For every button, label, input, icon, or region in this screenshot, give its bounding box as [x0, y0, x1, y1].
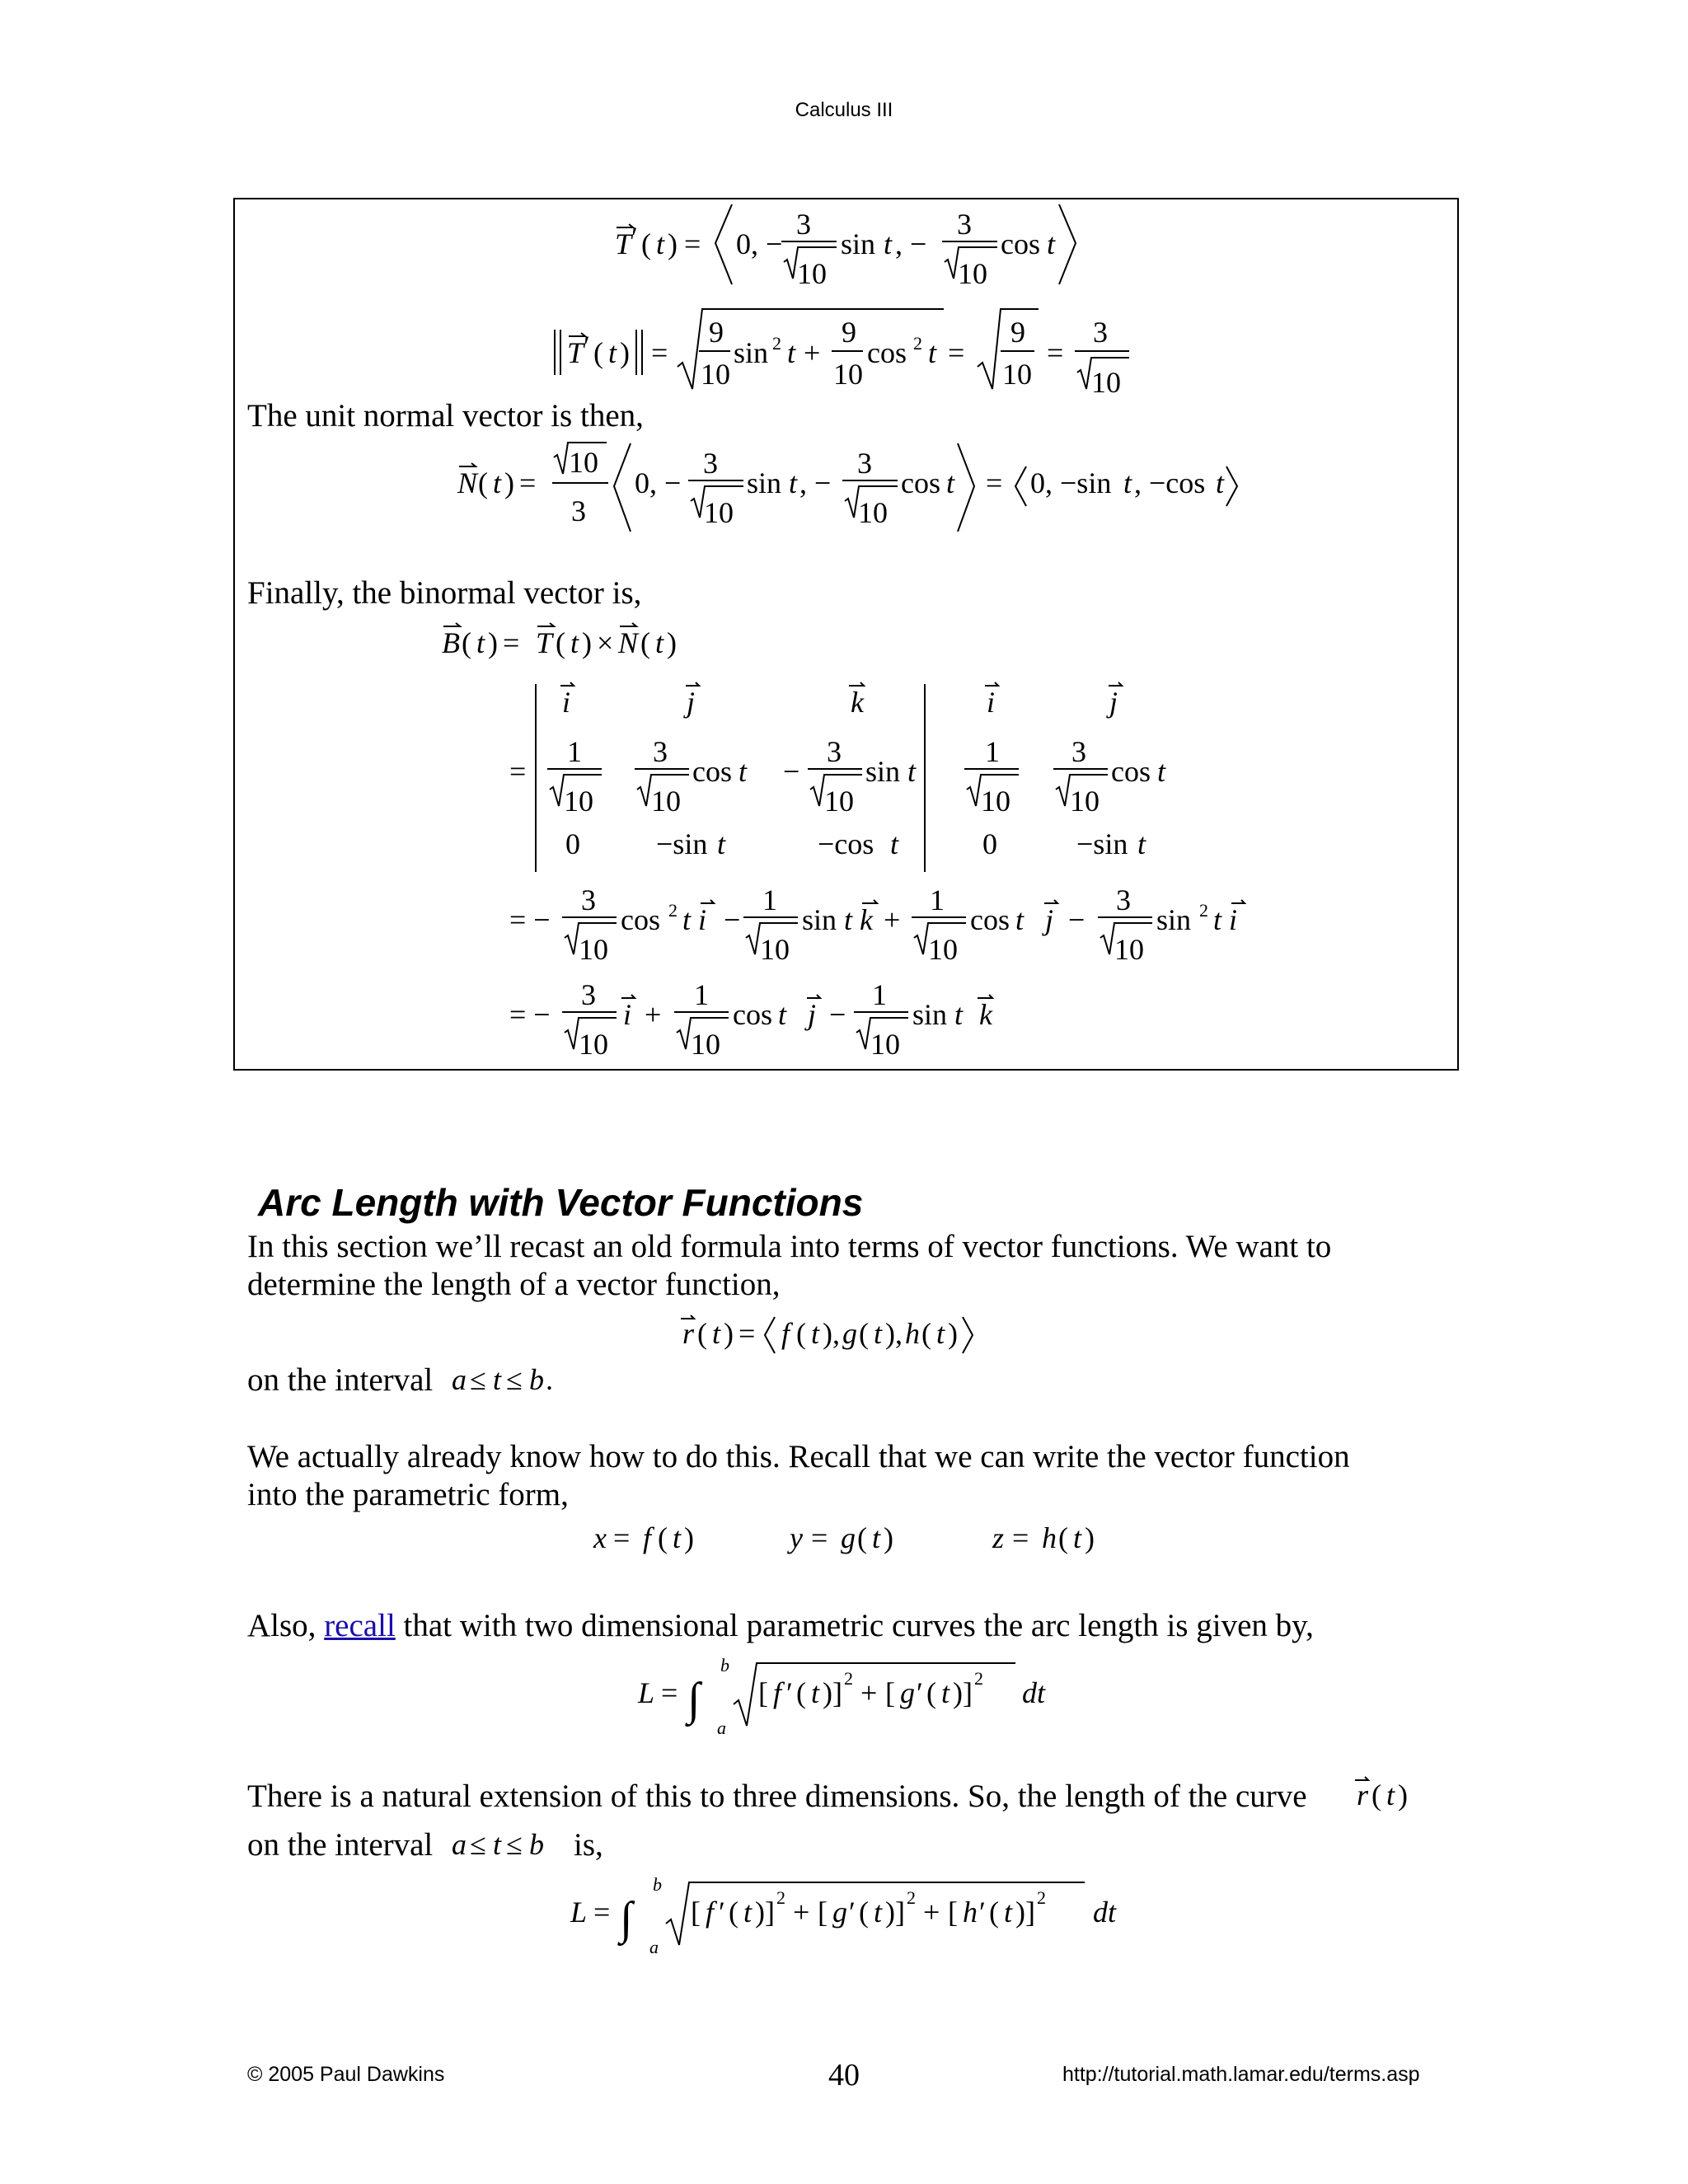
- svg-text:′: ′: [917, 1676, 923, 1709]
- svg-text:sin: sin: [865, 755, 901, 788]
- svg-text:r: r: [1357, 1779, 1369, 1811]
- svg-text:sin: sin: [747, 466, 782, 499]
- section-title: Arc Length with Vector Functions: [258, 1181, 864, 1224]
- svg-text:i: i: [562, 686, 571, 719]
- svg-text:): ): [884, 1521, 893, 1554]
- svg-text:+: +: [645, 998, 662, 1031]
- svg-text:T: T: [615, 227, 632, 260]
- svg-text:10: 10: [1002, 358, 1032, 391]
- svg-text:t: t: [789, 466, 798, 499]
- svg-text:=: =: [684, 227, 701, 260]
- svg-text:(: (: [697, 1317, 707, 1350]
- svg-text:+: +: [860, 1676, 878, 1709]
- svg-text:1: 1: [694, 978, 709, 1011]
- svg-text:=: =: [651, 336, 668, 369]
- svg-text:−sin: −sin: [1076, 827, 1128, 860]
- para3-prefix: Also,: [247, 1608, 316, 1643]
- svg-text:t: t: [738, 755, 748, 788]
- svg-text:0, −: 0, −: [736, 227, 783, 260]
- svg-text:t: t: [493, 466, 502, 499]
- svg-text:9: 9: [842, 316, 856, 349]
- svg-text:10: 10: [760, 933, 790, 966]
- svg-text:[: [: [691, 1896, 701, 1929]
- svg-text:1: 1: [930, 883, 945, 916]
- svg-text:2: 2: [772, 333, 781, 354]
- svg-text:3: 3: [581, 883, 596, 916]
- svg-text:): ): [724, 1317, 734, 1350]
- svg-text:10: 10: [797, 257, 827, 290]
- svg-text:=: =: [738, 1317, 756, 1350]
- equation-N: [457, 443, 1237, 532]
- svg-text:t: t: [872, 1521, 881, 1554]
- svg-text:, −: , −: [799, 466, 832, 499]
- svg-text:]: ]: [895, 1896, 905, 1929]
- svg-text:t i: t i: [682, 903, 707, 936]
- svg-text:′: ′: [849, 1896, 856, 1929]
- svg-text:3: 3: [857, 447, 872, 480]
- svg-text:(: (: [859, 1896, 869, 1929]
- svg-text:(: (: [921, 1317, 931, 1350]
- svg-text:10: 10: [579, 933, 608, 966]
- svg-text:2: 2: [913, 333, 922, 354]
- svg-text:=: =: [948, 336, 965, 369]
- svg-text:t: t: [778, 998, 787, 1031]
- svg-text:=: =: [593, 1896, 611, 1929]
- svg-text:(: (: [640, 626, 650, 659]
- svg-text:=: =: [986, 466, 1003, 499]
- page-header-title: Calculus III: [795, 99, 893, 121]
- svg-text:cos: cos: [621, 903, 660, 936]
- svg-text:3: 3: [571, 494, 586, 527]
- svg-text:10: 10: [958, 257, 987, 290]
- svg-text:[: [: [885, 1676, 895, 1709]
- svg-text:t: t: [493, 1363, 502, 1396]
- equation-B-definition: [442, 623, 677, 659]
- svg-text:=: =: [519, 466, 537, 499]
- svg-text:1: 1: [567, 735, 582, 768]
- para3-suffix: that with two dimensional parametric curves the arc length is given by,: [403, 1608, 1314, 1643]
- svg-text:(: (: [796, 1676, 806, 1709]
- svg-text:10: 10: [928, 933, 958, 966]
- svg-text:[: [: [758, 1676, 768, 1709]
- svg-text:): ): [755, 1896, 765, 1929]
- svg-text:10: 10: [981, 785, 1010, 818]
- svg-text:.: .: [546, 1363, 553, 1396]
- svg-text:3: 3: [827, 735, 842, 768]
- svg-text:y: y: [790, 1521, 803, 1554]
- equation-determinant-expansion: [509, 883, 1245, 966]
- para1-line2: determine the length of a vector function,: [247, 1267, 781, 1302]
- svg-text:t: t: [874, 1317, 883, 1350]
- svg-text:3: 3: [957, 208, 972, 241]
- svg-text:]: ]: [1025, 1896, 1035, 1929]
- svg-text:10: 10: [858, 496, 888, 529]
- footer-copyright: © 2005 Paul Dawkins: [247, 2063, 445, 2086]
- svg-text:r: r: [682, 1317, 695, 1350]
- svg-text:t: t: [936, 1317, 945, 1350]
- equation-parametric-form: [593, 1521, 1095, 1554]
- svg-text:=: =: [661, 1676, 678, 1709]
- svg-text:(: (: [926, 1676, 936, 1709]
- equation-T-prime: [615, 204, 1076, 290]
- svg-text:10: 10: [579, 1028, 608, 1061]
- equation-determinant: [509, 682, 1166, 872]
- svg-text:2: 2: [907, 1887, 916, 1908]
- svg-text:b: b: [529, 1828, 544, 1861]
- svg-text:a: a: [452, 1828, 467, 1861]
- svg-text:10: 10: [824, 785, 854, 818]
- svg-text:t: t: [656, 227, 665, 260]
- svg-text:a: a: [452, 1363, 467, 1396]
- svg-text:10: 10: [1091, 366, 1121, 399]
- svg-text:t: t: [712, 1317, 721, 1350]
- svg-text:(: (: [478, 466, 488, 499]
- svg-text:(: (: [989, 1896, 999, 1929]
- svg-text:t: t: [570, 626, 579, 659]
- svg-text:j: j: [687, 686, 696, 719]
- svg-text:−: −: [1068, 903, 1085, 936]
- svg-text:10: 10: [651, 785, 681, 818]
- svg-text:(: (: [796, 1317, 806, 1350]
- svg-text:): ): [823, 1676, 832, 1709]
- svg-text:, −: , −: [895, 227, 927, 260]
- svg-text:t: t: [928, 336, 937, 369]
- svg-text:t: t: [743, 1896, 753, 1929]
- svg-text:L: L: [638, 1676, 655, 1709]
- svg-text:]: ]: [765, 1896, 775, 1929]
- svg-text:f: f: [781, 1317, 790, 1350]
- svg-text:3: 3: [1071, 735, 1086, 768]
- svg-text:, −cos: , −cos: [1134, 466, 1206, 499]
- equation-r-inline: [1355, 1777, 1408, 1811]
- para1-line1: In this section we’ll recast an old formula into terms of vector functions. We want to: [247, 1229, 1332, 1264]
- svg-text:2: 2: [776, 1887, 785, 1908]
- interval-prefix: on the interval: [247, 1362, 434, 1398]
- svg-text:T: T: [536, 626, 553, 659]
- svg-text:(: (: [1058, 1521, 1068, 1554]
- svg-text:t: t: [787, 336, 796, 369]
- svg-text:t: t: [946, 466, 955, 499]
- svg-text:t: t: [1216, 466, 1225, 499]
- svg-text:t: t: [954, 998, 964, 1031]
- svg-text:∫: ∫: [687, 1674, 701, 1725]
- svg-text:sin: sin: [802, 903, 837, 936]
- svg-text:]: ]: [963, 1676, 973, 1709]
- svg-text:): ): [885, 1896, 895, 1929]
- svg-text:B: B: [442, 626, 460, 659]
- svg-text:cos: cos: [1001, 227, 1040, 260]
- svg-text:10: 10: [691, 1028, 720, 1061]
- svg-text:a: a: [717, 1718, 726, 1738]
- svg-text:t k: t k: [844, 903, 873, 936]
- svg-text:=: =: [1047, 336, 1064, 369]
- svg-text:cos: cos: [692, 755, 732, 788]
- svg-text:t: t: [655, 626, 664, 659]
- svg-text:j: j: [1045, 903, 1054, 936]
- svg-text:h: h: [963, 1896, 978, 1929]
- svg-text:×: ×: [597, 626, 614, 659]
- svg-text:t: t: [608, 336, 617, 369]
- svg-text:−cos: −cos: [818, 827, 874, 860]
- svg-text:t: t: [1386, 1779, 1395, 1811]
- svg-text:g: g: [900, 1676, 915, 1709]
- recall-link[interactable]: recall: [324, 1608, 396, 1643]
- svg-text:=: =: [509, 755, 527, 788]
- svg-text:10: 10: [701, 358, 730, 391]
- svg-text:1: 1: [985, 735, 1000, 768]
- svg-text:=: =: [613, 1521, 631, 1554]
- svg-text:t: t: [673, 1521, 682, 1554]
- svg-text:),: ),: [823, 1317, 840, 1350]
- svg-text:10: 10: [1070, 785, 1100, 818]
- svg-text:t: t: [890, 827, 899, 860]
- svg-text:cos: cos: [733, 998, 772, 1031]
- svg-text:cos: cos: [867, 336, 907, 369]
- svg-text:3: 3: [653, 735, 668, 768]
- svg-text:t: t: [493, 1828, 502, 1861]
- binormal-intro: Finally, the binormal vector is,: [247, 575, 642, 611]
- svg-text:): ): [668, 227, 678, 260]
- svg-text:g: g: [842, 1317, 857, 1350]
- svg-text:): ): [488, 626, 498, 659]
- svg-text:t: t: [1047, 227, 1056, 260]
- svg-text:+: +: [923, 1896, 940, 1929]
- svg-text:0: 0: [982, 827, 997, 860]
- svg-text:= −: = −: [509, 903, 551, 936]
- svg-text:≤: ≤: [506, 1363, 523, 1396]
- svg-text:∫: ∫: [620, 1893, 633, 1944]
- svg-text:3: 3: [1116, 883, 1131, 916]
- svg-text:2: 2: [1199, 900, 1208, 921]
- svg-text:sin: sin: [841, 227, 876, 260]
- svg-text:g: g: [832, 1896, 847, 1929]
- svg-text:f: f: [773, 1676, 782, 1709]
- unit-normal-intro: The unit normal vector is then,: [247, 398, 644, 434]
- svg-text:′: ′: [786, 1676, 793, 1709]
- svg-text:+: +: [884, 903, 901, 936]
- para4-line2-prefix: on the interval: [247, 1827, 434, 1863]
- svg-text:(: (: [859, 1317, 869, 1350]
- svg-text:−: −: [783, 755, 800, 788]
- svg-text:L: L: [570, 1896, 588, 1929]
- equation-T-prime-norm: [555, 309, 1129, 399]
- svg-text:−: −: [829, 998, 846, 1031]
- svg-text:sin: sin: [912, 998, 948, 1031]
- svg-text:t: t: [476, 626, 485, 659]
- svg-text:2: 2: [1037, 1887, 1046, 1908]
- svg-text:=: =: [811, 1521, 828, 1554]
- svg-text:≤: ≤: [470, 1363, 486, 1396]
- svg-text:): ): [1085, 1521, 1095, 1554]
- svg-text:): ): [667, 626, 677, 659]
- svg-text:j: j: [1109, 686, 1118, 719]
- svg-text:t: t: [1157, 755, 1166, 788]
- svg-text:b: b: [720, 1655, 729, 1675]
- svg-text:t: t: [1123, 466, 1132, 499]
- svg-text:g: g: [841, 1521, 856, 1554]
- svg-text:]: ]: [832, 1676, 842, 1709]
- svg-text:9: 9: [709, 316, 724, 349]
- svg-text:N: N: [457, 466, 478, 499]
- svg-text:+: +: [804, 336, 821, 369]
- svg-text:(: (: [462, 626, 471, 659]
- svg-text:≤: ≤: [470, 1828, 486, 1861]
- svg-text:[: [: [948, 1896, 958, 1929]
- equation-interval-inline-2: [452, 1828, 544, 1861]
- equation-interval-inline: [452, 1363, 553, 1396]
- equation-r-vector-function: [681, 1315, 973, 1353]
- svg-text:′: ′: [719, 1896, 725, 1929]
- svg-text:(: (: [593, 336, 603, 369]
- svg-text:i: i: [987, 686, 996, 719]
- svg-text:0, −sin: 0, −sin: [1030, 466, 1112, 499]
- svg-text:),: ),: [885, 1317, 903, 1350]
- svg-text:=: =: [1012, 1521, 1029, 1554]
- svg-text:t: t: [1137, 827, 1146, 860]
- svg-text:): ): [504, 466, 514, 499]
- svg-text:= −: = −: [509, 998, 551, 1031]
- svg-text:2: 2: [668, 900, 678, 921]
- footer-url: http://tutorial.math.lamar.edu/terms.asp: [1062, 2063, 1420, 2086]
- svg-text:): ): [582, 626, 592, 659]
- svg-text:): ): [948, 1317, 958, 1350]
- svg-text:N: N: [618, 626, 639, 659]
- svg-text:t: t: [1004, 1896, 1013, 1929]
- svg-text:+: +: [793, 1896, 810, 1929]
- svg-text:j: j: [808, 998, 817, 1031]
- svg-text:t: t: [811, 1676, 820, 1709]
- svg-text:10: 10: [1114, 933, 1144, 966]
- svg-text:x: x: [593, 1521, 607, 1554]
- svg-text:a: a: [649, 1937, 659, 1957]
- equation-B-result: [509, 978, 993, 1061]
- para2-line1: We actually already know how to do this. Recall that we can write the vector function: [247, 1439, 1350, 1474]
- svg-text:t: t: [1015, 903, 1025, 936]
- svg-text:′: ′: [979, 1896, 986, 1929]
- svg-text:t: t: [874, 1896, 883, 1929]
- para4-line1: There is a natural extension of this to three dimensions. So, the length of the curve: [247, 1779, 1307, 1814]
- svg-text:): ): [1398, 1779, 1408, 1811]
- svg-text:(: (: [1372, 1779, 1381, 1811]
- svg-text:10: 10: [833, 358, 863, 391]
- svg-text:10: 10: [564, 785, 593, 818]
- para4-line2-suffix: is,: [574, 1827, 603, 1863]
- svg-text:(: (: [658, 1521, 668, 1554]
- para2-line2: into the parametric form,: [247, 1477, 569, 1512]
- svg-text:h: h: [905, 1317, 920, 1350]
- svg-text:0: 0: [565, 827, 580, 860]
- svg-text:t: t: [717, 827, 726, 860]
- svg-text:3: 3: [581, 978, 596, 1011]
- svg-text:t i: t i: [1213, 903, 1238, 936]
- svg-text:t: t: [1073, 1521, 1082, 1554]
- svg-text:i: i: [623, 998, 632, 1031]
- svg-text:b: b: [529, 1363, 544, 1396]
- svg-text:(: (: [641, 227, 651, 260]
- svg-text:1: 1: [872, 978, 887, 1011]
- svg-text:0, −: 0, −: [635, 466, 682, 499]
- svg-text:2: 2: [844, 1668, 853, 1689]
- svg-text:): ): [684, 1521, 694, 1554]
- svg-text:′: ′: [631, 221, 638, 254]
- svg-text:cos: cos: [970, 903, 1010, 936]
- svg-text:3: 3: [1093, 316, 1108, 349]
- svg-text:10: 10: [870, 1028, 900, 1061]
- svg-text:b: b: [653, 1874, 662, 1895]
- svg-text:): ): [953, 1676, 963, 1709]
- svg-text:t: t: [907, 755, 917, 788]
- svg-text:t: t: [884, 227, 893, 260]
- svg-text:3: 3: [703, 447, 718, 480]
- svg-text:′: ′: [584, 330, 590, 363]
- svg-text:k: k: [979, 998, 992, 1031]
- svg-text:(: (: [729, 1896, 738, 1929]
- svg-text:sin: sin: [734, 336, 769, 369]
- svg-text:t: t: [811, 1317, 820, 1350]
- svg-text:dt: dt: [1093, 1896, 1117, 1929]
- svg-text:10: 10: [704, 496, 734, 529]
- svg-text:≤: ≤: [506, 1828, 523, 1861]
- svg-text:2: 2: [974, 1668, 983, 1689]
- svg-text:[: [: [818, 1896, 828, 1929]
- svg-text:−: −: [724, 903, 741, 936]
- svg-text:t: t: [941, 1676, 950, 1709]
- svg-text:): ): [1015, 1896, 1025, 1929]
- svg-text:3: 3: [796, 208, 811, 241]
- svg-text:f: f: [706, 1896, 715, 1929]
- footer-page-number: 40: [828, 2058, 860, 2093]
- equation-arc-length-2d: [637, 1655, 1046, 1738]
- svg-text:(: (: [556, 626, 565, 659]
- svg-text:(: (: [857, 1521, 867, 1554]
- svg-text:z: z: [992, 1521, 1005, 1554]
- svg-text:T: T: [567, 336, 584, 369]
- svg-text:9: 9: [1010, 316, 1025, 349]
- svg-text:f: f: [643, 1521, 652, 1554]
- svg-text:k: k: [851, 686, 864, 719]
- svg-text:10: 10: [569, 446, 598, 479]
- svg-text:=: =: [503, 626, 520, 659]
- svg-text:h: h: [1042, 1521, 1057, 1554]
- svg-text:sin: sin: [1156, 903, 1192, 936]
- svg-text:dt: dt: [1022, 1676, 1046, 1709]
- equation-arc-length-3d: [570, 1874, 1117, 1957]
- svg-text:1: 1: [762, 883, 777, 916]
- svg-text:cos: cos: [1111, 755, 1151, 788]
- svg-text:): ): [620, 336, 630, 369]
- svg-text:−sin: −sin: [656, 827, 708, 860]
- svg-text:cos: cos: [901, 466, 940, 499]
